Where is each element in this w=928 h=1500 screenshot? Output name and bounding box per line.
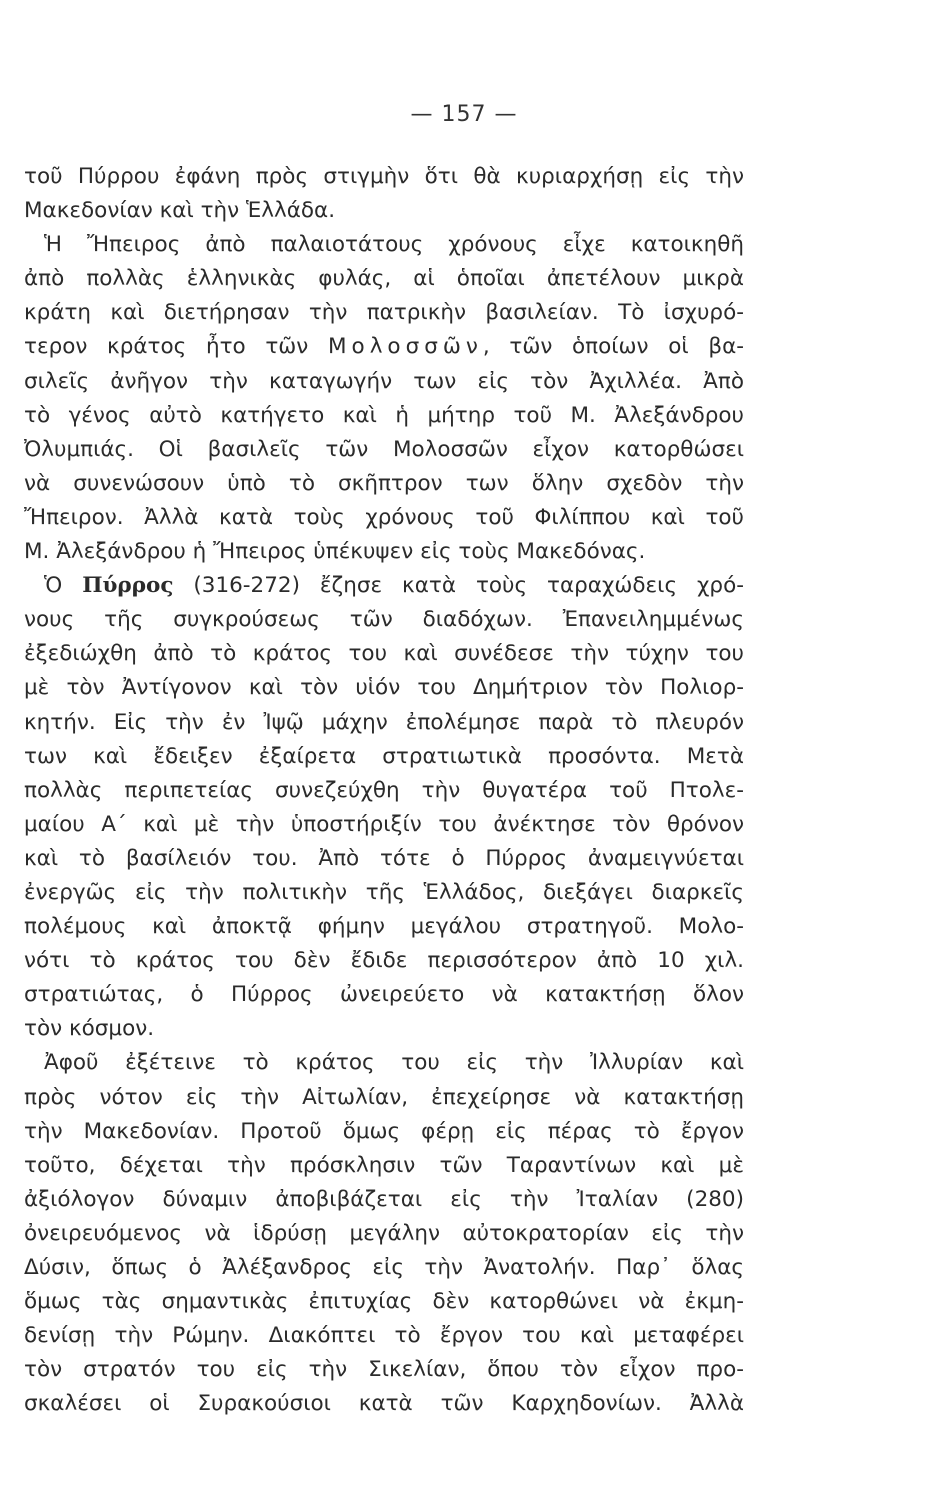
text-line: μαίου Α΄ καὶ μὲ τὴν ὑποστήριξίν του ἀνέκτησε τὸν θρόνον (24, 811, 744, 837)
text-line: ἀπὸ πολλὰς ἑλληνικὰς φυλάς, αἱ ὁποῖαι ἀπετέλουν μικρὰ (24, 266, 744, 292)
text-line: Ὁ Πύρρος (316-272) ἔζησε κατὰ τοὺς ταραχώδεις χρό- (44, 573, 744, 599)
text-line: Ὀλυμπιάς. Οἱ βασιλεῖς τῶν Μολοσσῶν εἶχον κατορθώσει (24, 436, 744, 462)
body-text (24, 160, 744, 1421)
text-line: τερον κράτος ἦτο τῶν Μολοσσῶν, τῶν ὁποίων οἱ βα- (24, 334, 744, 360)
text-line: ἐξεδιώχθη ἀπὸ τὸ κράτος του καὶ συνέδεσε τὴν τύχην του (24, 641, 744, 667)
text-line: τὴν Μακεδονίαν. Προτοῦ ὅμως φέρῃ εἰς πέρας τὸ ἔργον (24, 1118, 744, 1144)
page-number: — 157 — (410, 102, 518, 127)
text-line: Ἡ Ἤπειρος ἀπὸ παλαιοτάτους χρόνους εἶχε κατοικηθῆ (44, 232, 744, 258)
text-line: τοῦ Πύρρου ἐφάνη πρὸς στιγμὴν ὅτι θὰ κυριαρχήσῃ εἰς τὴν (24, 164, 744, 189)
text-line: πολλὰς περιπετείας συνεζεύχθη τὴν θυγατέρα τοῦ Πτολε- (24, 777, 744, 803)
text-line: ὅμως τὰς σημαντικὰς ἐπιτυχίας δὲν κατορθώνει νὰ ἐκμη- (24, 1289, 744, 1315)
text-line: σκαλέσει οἱ Συρακούσιοι κατὰ τῶν Καρχηδονίων. Ἀλλὰ (24, 1391, 744, 1417)
text-line: πολέμους καὶ ἀποκτᾷ φήμην μεγάλου στρατηγοῦ. Μολο- (24, 914, 744, 940)
text-line: Μ. Ἀλεξάνδρου ἡ Ἤπειρος ὑπέκυψεν εἰς τοὺς Μακεδόνας. (24, 539, 646, 565)
text-line: νότι τὸ κράτος του δὲν ἔδιδε περισσότερον ἀπὸ 10 χιλ. (24, 948, 744, 974)
text-line: νὰ συνενώσουν ὑπὸ τὸ σκῆπτρον των ὅλην σχεδὸν τὴν (24, 470, 744, 496)
text-line: ὀνειρευόμενος νὰ ἱδρύσῃ μεγάλην αὐτοκρατορίαν εἰς τὴν (24, 1220, 744, 1246)
text-line: δενίσῃ τὴν Ρώμην. Διακόπτει τὸ ἔργον του καὶ μεταφέρει (24, 1323, 744, 1349)
text-line: Μακεδονίαν καὶ τὴν Ἑλλάδα. (24, 198, 336, 224)
text-line: Ἀφοῦ ἐξέτεινε τὸ κράτος του εἰς τὴν Ἰλλυρίαν καὶ (44, 1050, 744, 1076)
text-line: κράτη καὶ διετήρησαν τὴν πατρικὴν βασιλείαν. Τὸ ἰσχυρό- (24, 300, 744, 326)
text-line: στρατιώτας, ὁ Πύρρος ὠνειρεύετο νὰ κατακτήσῃ ὅλον (24, 982, 744, 1008)
text-line: τὸν κόσμον. (24, 1016, 155, 1042)
text-line: Δύσιν, ὅπως ὁ Ἀλέξανδρος εἰς τὴν Ἀνατολήν. Παρ᾽ ὅλας (24, 1255, 744, 1280)
text-line: σιλεῖς ἀνῆγον τὴν καταγωγήν των εἰς τὸν Ἀχιλλέα. Ἀπὸ (24, 368, 744, 394)
text-line: κητήν. Εἰς τὴν ἐν Ἰψῷ μάχην ἐπολέμησε παρὰ τὸ πλευρόν (24, 709, 744, 735)
text-line: ἀξιόλογον δύναμιν ἀποβιβάζεται εἰς τὴν Ἰταλίαν (280) (24, 1186, 744, 1212)
text-line: πρὸς νότον εἰς τὴν Αἰτωλίαν, ἐπεχείρησε νὰ κατακτήσῃ (24, 1084, 744, 1110)
text-line: τοῦτο, δέχεται τὴν πρόσκλησιν τῶν Ταραντίνων καὶ μὲ (24, 1152, 744, 1178)
text-line: νους τῆς συγκρούσεως τῶν διαδόχων. Ἐπανειλημμένως (24, 607, 744, 633)
text-line: ἐνεργῶς εἰς τὴν πολιτικὴν τῆς Ἑλλάδος, διεξάγει διαρκεῖς (24, 879, 744, 905)
text-line: τὸν στρατόν του εἰς τὴν Σικελίαν, ὅπου τὸν εἶχον προ- (24, 1357, 744, 1383)
text-line: των καὶ ἔδειξεν ἐξαίρετα στρατιωτικὰ προσόντα. Μετὰ (24, 743, 744, 769)
text-line: Ἤπειρον. Ἀλλὰ κατὰ τοὺς χρόνους τοῦ Φιλίππου καὶ τοῦ (24, 504, 744, 530)
text-line: καὶ τὸ βασίλειόν του. Ἀπὸ τότε ὁ Πύρρος ἀναμειγνύεται (24, 845, 744, 871)
text-line: μὲ τὸν Ἀντίγονον καὶ τὸν υἱόν του Δημήτριον τὸν Πολιορ- (24, 675, 744, 701)
text-line: τὸ γένος αὐτὸ κατήγετο καὶ ἡ μήτηρ τοῦ Μ. Ἀλεξάνδρου (24, 402, 744, 428)
